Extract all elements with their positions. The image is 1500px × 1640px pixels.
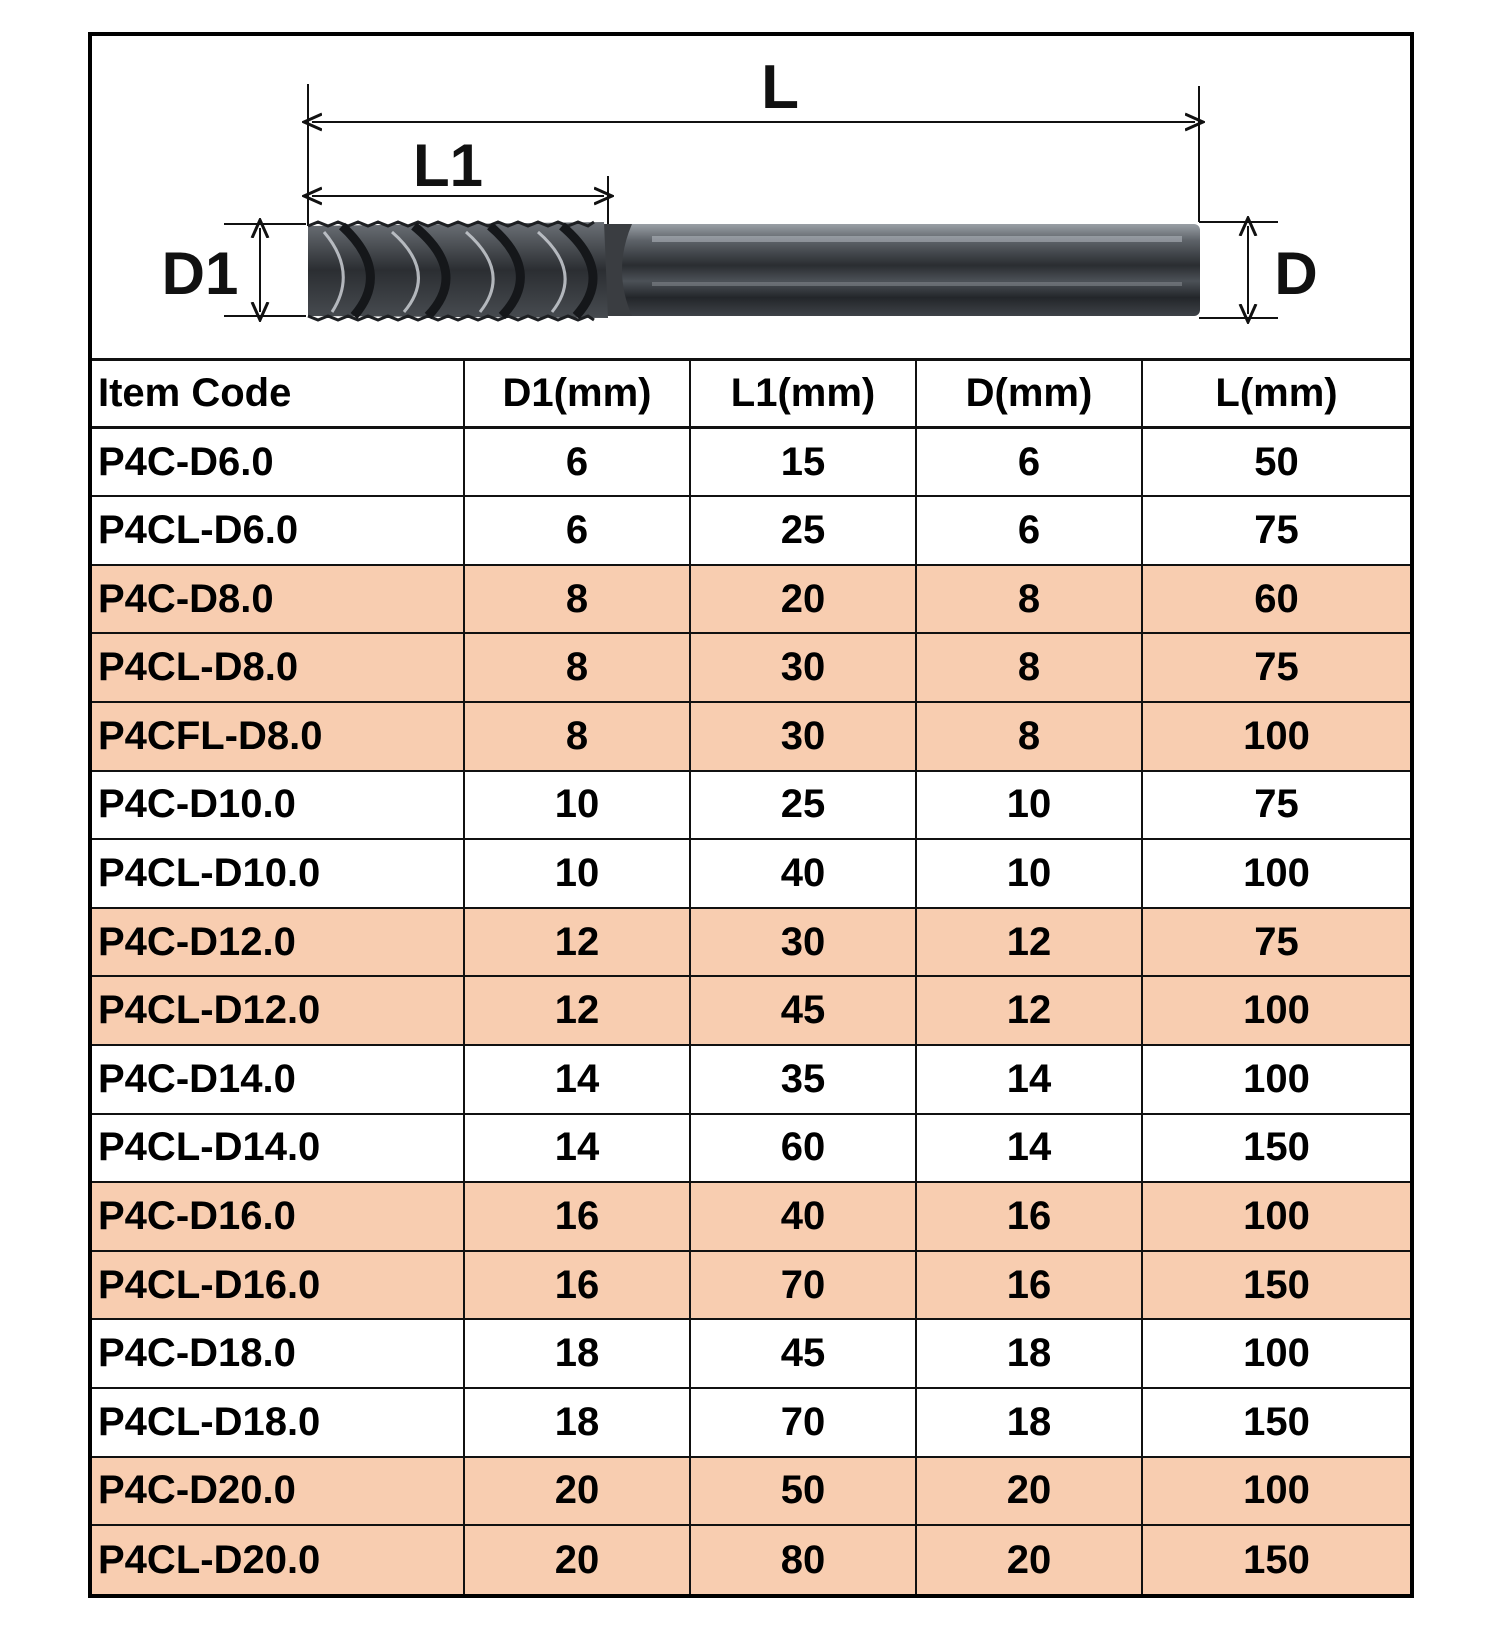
item-code-cell: P4CL-D20.0	[92, 1525, 464, 1594]
d1-cell: 16	[464, 1182, 690, 1251]
l1-cell: 80	[690, 1525, 916, 1594]
d1-cell: 6	[464, 496, 690, 565]
l1-cell: 35	[690, 1045, 916, 1114]
item-code-cell: P4C-D18.0	[92, 1319, 464, 1388]
l1-cell: 60	[690, 1114, 916, 1183]
item-code-cell: P4CL-D16.0	[92, 1251, 464, 1320]
d-cell: 18	[916, 1388, 1142, 1457]
l-cell: 150	[1142, 1251, 1410, 1320]
table-row	[92, 1045, 1410, 1114]
d1-cell: 16	[464, 1251, 690, 1320]
d1-cell: 18	[464, 1388, 690, 1457]
l1-cell: 20	[690, 565, 916, 634]
cutting-diameter-label: D1	[161, 240, 239, 307]
d-cell: 16	[916, 1182, 1142, 1251]
table-row	[92, 1388, 1410, 1457]
l-cell: 75	[1142, 771, 1410, 840]
shank-diameter-label: D	[1274, 240, 1318, 307]
item-code-cell: P4CL-D8.0	[92, 633, 464, 702]
table-row	[92, 976, 1410, 1045]
table-row	[92, 1251, 1410, 1320]
d1-cell: 20	[464, 1525, 690, 1594]
d1-cell: 20	[464, 1457, 690, 1526]
d1-cell: 6	[464, 428, 690, 497]
l1-cell: 70	[690, 1251, 916, 1320]
header-d: D(mm)	[916, 360, 1142, 428]
d-cell: 12	[916, 908, 1142, 977]
table-row	[92, 428, 1410, 497]
l-cell: 60	[1142, 565, 1410, 634]
d-cell: 10	[916, 771, 1142, 840]
l1-cell: 25	[690, 496, 916, 565]
d-cell: 14	[916, 1045, 1142, 1114]
table-row	[92, 496, 1410, 565]
l1-cell: 70	[690, 1388, 916, 1457]
d-cell: 10	[916, 839, 1142, 908]
spec-sheet	[88, 32, 1414, 1598]
item-code-cell: P4C-D10.0	[92, 771, 464, 840]
d-cell: 6	[916, 428, 1142, 497]
l-cell: 150	[1142, 1388, 1410, 1457]
table-row	[92, 1182, 1410, 1251]
d1-cell: 12	[464, 976, 690, 1045]
flute-length-label: L1	[412, 132, 484, 199]
item-code-cell: P4CFL-D8.0	[92, 702, 464, 771]
d1-cell: 14	[464, 1114, 690, 1183]
l-cell: 150	[1142, 1114, 1410, 1183]
d-cell: 18	[916, 1319, 1142, 1388]
item-code-cell: P4C-D8.0	[92, 565, 464, 634]
item-code-cell: P4CL-D10.0	[92, 839, 464, 908]
shank-reflection	[652, 282, 1182, 286]
table-row	[92, 839, 1410, 908]
table-row	[92, 771, 1410, 840]
d1-cell: 10	[464, 771, 690, 840]
table-header-row	[92, 360, 1410, 428]
serrated-edge-bottom	[308, 316, 594, 320]
l1-cell: 30	[690, 633, 916, 702]
d-cell: 8	[916, 702, 1142, 771]
l-cell: 75	[1142, 633, 1410, 702]
table-row	[92, 702, 1410, 771]
d1-cell: 8	[464, 565, 690, 634]
d1-cell: 8	[464, 633, 690, 702]
l1-cell: 15	[690, 428, 916, 497]
l1-cell: 40	[690, 1182, 916, 1251]
item-code-cell: P4C-D20.0	[92, 1457, 464, 1526]
table-row	[92, 633, 1410, 702]
item-code-cell: P4C-D6.0	[92, 428, 464, 497]
length-label: L	[761, 53, 799, 122]
d-cell: 12	[916, 976, 1142, 1045]
item-code-cell: P4C-D14.0	[92, 1045, 464, 1114]
d1-cell: 8	[464, 702, 690, 771]
d-cell: 20	[916, 1525, 1142, 1594]
l1-cell: 45	[690, 1319, 916, 1388]
header-l: L(mm)	[1142, 360, 1410, 428]
d1-cell: 18	[464, 1319, 690, 1388]
l1-cell: 30	[690, 702, 916, 771]
l-cell: 75	[1142, 908, 1410, 977]
item-code-cell: P4CL-D18.0	[92, 1388, 464, 1457]
l-cell: 150	[1142, 1525, 1410, 1594]
serrated-edge-top	[308, 222, 594, 226]
l-cell: 100	[1142, 1182, 1410, 1251]
table-row	[92, 565, 1410, 634]
l-cell: 100	[1142, 1457, 1410, 1526]
item-code-cell: P4CL-D14.0	[92, 1114, 464, 1183]
l-cell: 100	[1142, 1319, 1410, 1388]
item-code-cell: P4CL-D6.0	[92, 496, 464, 565]
d-cell: 8	[916, 565, 1142, 634]
item-code-cell: P4CL-D12.0	[92, 976, 464, 1045]
header-item-code: Item Code	[92, 360, 464, 428]
l-cell: 75	[1142, 496, 1410, 565]
l-cell: 100	[1142, 1045, 1410, 1114]
l-cell: 100	[1142, 839, 1410, 908]
d-cell: 16	[916, 1251, 1142, 1320]
end-mill-dimension-diagram	[92, 36, 1410, 358]
d-cell: 6	[916, 496, 1142, 565]
header-l1: L1(mm)	[690, 360, 916, 428]
table-row	[92, 1319, 1410, 1388]
l-cell: 100	[1142, 702, 1410, 771]
end-mill-drawing	[92, 36, 1410, 358]
d1-cell: 10	[464, 839, 690, 908]
l-cell: 100	[1142, 976, 1410, 1045]
l1-cell: 45	[690, 976, 916, 1045]
l1-cell: 30	[690, 908, 916, 977]
table-row	[92, 1525, 1410, 1594]
l-cell: 50	[1142, 428, 1410, 497]
shank-highlight	[652, 236, 1182, 242]
table-row	[92, 908, 1410, 977]
table-row	[92, 1114, 1410, 1183]
table-body	[92, 428, 1410, 1595]
l1-cell: 50	[690, 1457, 916, 1526]
l1-cell: 40	[690, 839, 916, 908]
specification-table	[92, 358, 1410, 1594]
d-cell: 20	[916, 1457, 1142, 1526]
d1-cell: 12	[464, 908, 690, 977]
table-row	[92, 1457, 1410, 1526]
l1-cell: 25	[690, 771, 916, 840]
header-d1: D1(mm)	[464, 360, 690, 428]
d1-cell: 14	[464, 1045, 690, 1114]
d-cell: 14	[916, 1114, 1142, 1183]
item-code-cell: P4C-D16.0	[92, 1182, 464, 1251]
d-cell: 8	[916, 633, 1142, 702]
item-code-cell: P4C-D12.0	[92, 908, 464, 977]
